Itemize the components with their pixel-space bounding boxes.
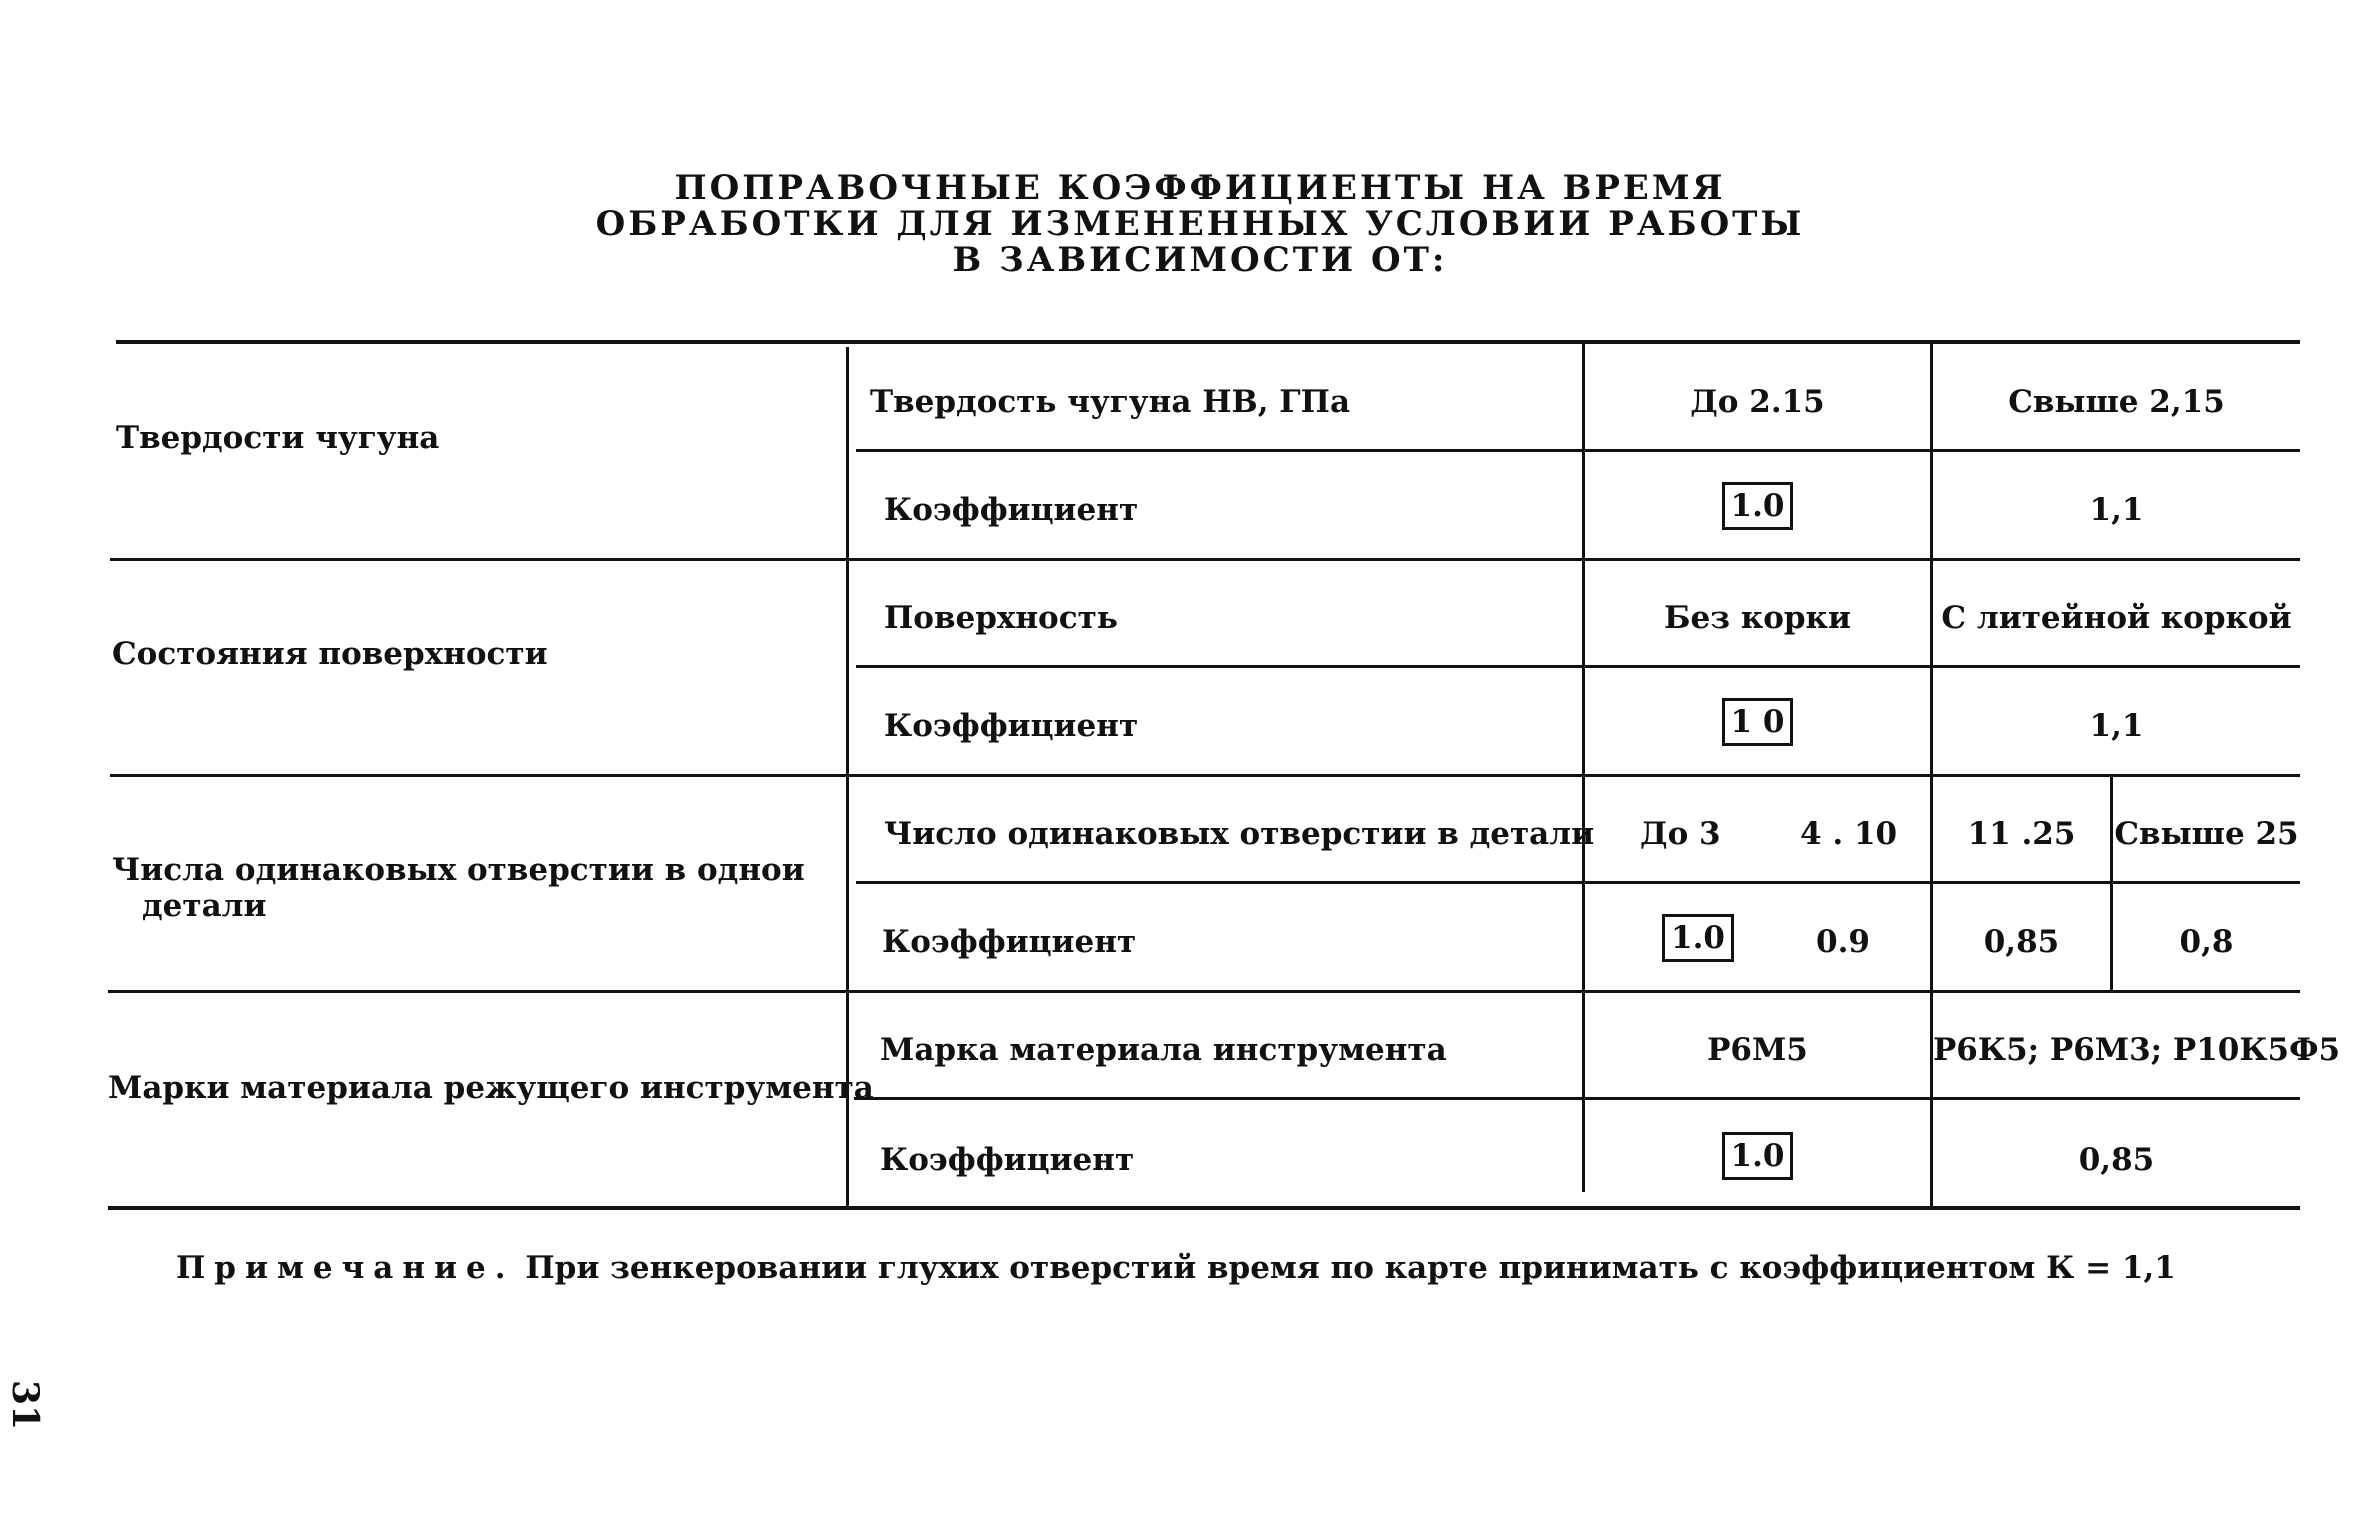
section-divider-1 [110, 558, 2300, 561]
coef-label-holes: Коэффициент [882, 924, 1137, 960]
tool-coef-2: 0,85 [2078, 1142, 2155, 1178]
category-holes-line-1: Числа одинаковых отверстии в однои [112, 852, 805, 888]
tool-grade-1: Р6М5 [1707, 1032, 1808, 1068]
title-line-3: В ЗАВИСИМОСТИ ОТ: [952, 240, 1448, 280]
holes-coef-4: 0,8 [2179, 924, 2234, 960]
holes-count-4: Свыше 25 [2114, 816, 2299, 852]
page-title [0, 170, 2366, 278]
holes-count-1: До 3 [1640, 816, 1721, 852]
footnote-prefix: Примечание. [176, 1250, 515, 1286]
holes-count-2: 4 . 10 [1800, 816, 1898, 852]
category-hardness: Твердости чугуна [116, 420, 440, 456]
coef-label-tool: Коэффициент [880, 1142, 1135, 1178]
baseline-coef-box: 1.0 [1662, 914, 1734, 962]
surface-type-2: С литейной коркой [1941, 600, 2292, 636]
baseline-coef-box: 1.0 [1722, 1132, 1794, 1180]
surface-coef-2: 1,1 [2089, 708, 2144, 744]
surface-type-1: Без корки [1664, 600, 1851, 636]
coef-label-surface: Коэффициент [884, 708, 1139, 744]
tool-grade-2: Р6К5; Р6М3; Р10К5Ф5 [1933, 1032, 2341, 1068]
row-divider-3 [856, 881, 2300, 884]
holes-coef-3: 0,85 [1983, 924, 2060, 960]
footnote-text: При зенкеровании глухих отверстий время по карте принимать с коэффициентом К = 1,1 [525, 1250, 2176, 1286]
section-divider-2 [110, 774, 2300, 777]
row-divider-4 [854, 1097, 2300, 1100]
holes-coef-1 [1662, 914, 1734, 962]
value-column-rule-2 [1930, 342, 1933, 1206]
param-label-hardness: Твердость чугуна НВ, ГПа [870, 384, 1351, 420]
param-label-holes: Число одинаковых отверстии в детали [884, 816, 1595, 852]
hardness-range-1: До 2.15 [1690, 384, 1825, 420]
holes-coef-2: 0.9 [1816, 924, 1870, 960]
hardness-coef-2: 1,1 [2089, 492, 2144, 528]
row-divider-1 [856, 449, 2300, 452]
coef-label-hardness: Коэффициент [884, 492, 1139, 528]
category-surface: Состояния поверхности [112, 636, 548, 672]
section-divider-3 [108, 990, 2300, 993]
tool-coef-1 [1585, 1132, 1930, 1180]
param-label-surface: Поверхность [884, 600, 1118, 636]
baseline-coef-box: 1.0 [1722, 482, 1794, 530]
footnote [176, 1250, 2176, 1286]
category-holes-line-2: детали [142, 888, 267, 924]
holes-count-3: 11 .25 [1967, 816, 2076, 852]
page-number: 31 [4, 1380, 46, 1431]
table-bottom-rule [108, 1206, 2300, 1210]
table-top-rule [116, 340, 2300, 344]
param-label-tool: Марка материала инструмента [880, 1032, 1447, 1068]
hardness-range-2: Свыше 2,15 [2008, 384, 2225, 420]
row-divider-2 [856, 665, 2300, 668]
title-line-2: ОБРАБОТКИ ДЛЯ ИЗМЕНЕННЫХ УСЛОВИИ РАБОТЫ [595, 204, 1805, 244]
surface-coef-1 [1585, 698, 1930, 746]
hardness-coef-1 [1585, 482, 1930, 530]
category-tool-material: Марки материала режущего инструмента [108, 1070, 874, 1106]
baseline-coef-box: 1 0 [1722, 698, 1794, 746]
title-line-1: ПОПРАВОЧНЫЕ КОЭФФИЦИЕНТЫ НА ВРЕМЯ [674, 168, 1726, 208]
